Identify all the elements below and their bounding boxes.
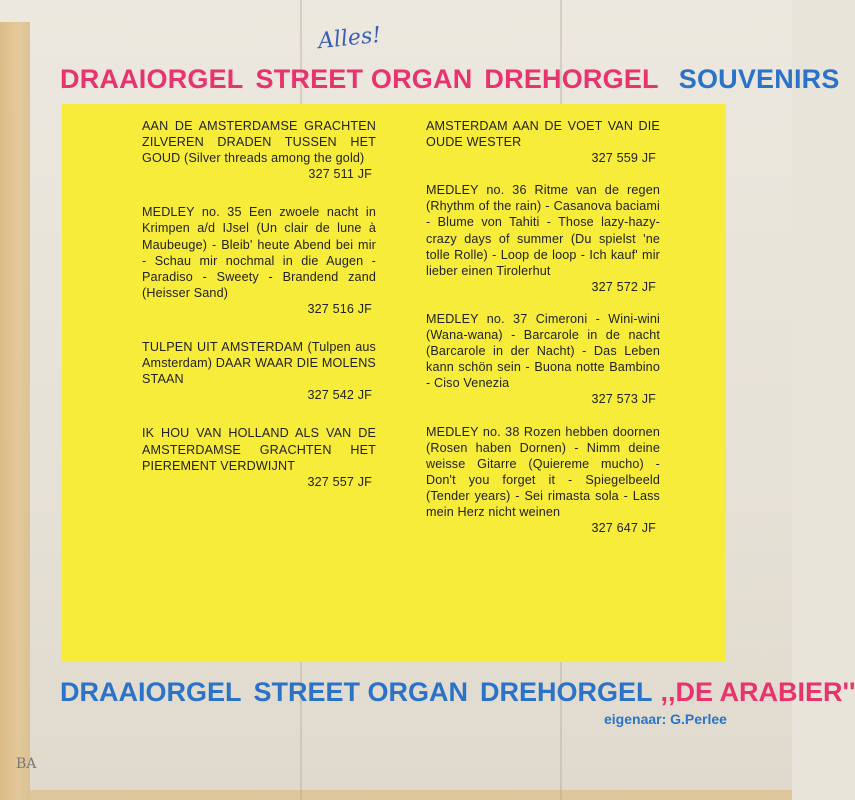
catalog-number: 327 511 JF (308, 167, 372, 182)
owner-credit: eigenaar: G.Perlee (604, 711, 727, 727)
track-text: MEDLEY no. 35 Een zwoele nacht in Krimpen a/d IJsel (Un clair de lune à Maubeuge) - Bleib' heute Abend bei mir - Schau mir nochmal in die Augen - Paradiso - Sweety - Brandend zand (Heisser Sand) (142, 205, 376, 300)
track-entry (142, 204, 376, 317)
organ-name: ,,DE ARABIER'' (660, 676, 855, 707)
tracklist-right-column (426, 118, 660, 552)
tracklist-panel (62, 104, 726, 662)
track-entry (426, 182, 660, 295)
track-entry (142, 425, 376, 489)
handwritten-note: Alles! (316, 22, 383, 55)
track-text: AMSTERDAM AAN DE VOET VAN DIE OUDE WESTER (426, 119, 660, 150)
tracklist-left-column (142, 118, 376, 506)
catalog-number: 327 559 JF (591, 151, 656, 166)
catalog-number: 327 542 JF (307, 388, 372, 403)
footer-part-draaiorgel: DRAAIORGEL (60, 676, 242, 707)
footer-part-street-organ: STREET ORGAN (253, 676, 469, 707)
track-text: MEDLEY no. 38 Rozen hebben doornen (Rosen haben Dornen) - Nimm deine weisse Gitarre (Quiereme mucho) - Don't you forget it - Spiegelbeeld (Tender years) - Sei rimasta sola - Lass mein Herz nicht weinen (426, 424, 660, 519)
catalog-number: 327 572 JF (591, 279, 656, 294)
track-entry (426, 311, 660, 408)
catalog-number: 327 557 JF (307, 474, 372, 489)
header-part-drehorgel: DREHORGEL (484, 63, 659, 94)
track-text: MEDLEY no. 37 Cimeroni - Wini-wini (Wana-wana) - Barcarole in de nacht (Barcarole in der Nacht) - Das Leben kann schön sein - Buona notte Bambino - Ciso Venezia (426, 311, 660, 391)
track-text: MEDLEY no. 36 Ritme van de regen (Rhythm of the rain) - Casanova baciami - Blume von Tahiti - Those lazy-hazy-crazy days of summer (Du spielst 'ne tolle Rolle) - Loop de loop - Ich kauf' mir lieber einen Tirolerhut (426, 183, 660, 278)
footer-title (60, 675, 855, 709)
tape-strip-left (0, 22, 30, 800)
tape-strip-bottom (30, 790, 792, 800)
track-text: IK HOU VAN HOLLAND ALS VAN DE AMSTERDAMSE GRACHTEN HET PIEREMENT VERDWIJNT (142, 426, 376, 473)
track-entry (426, 424, 660, 537)
track-text: AAN DE AMSTERDAMSE GRACHTEN ZILVEREN DRADEN TUSSEN HET GOUD (Silver threads among the gold) (142, 119, 376, 166)
header-title (60, 62, 840, 96)
margin-note: BA (16, 756, 37, 772)
catalog-number: 327 516 JF (307, 301, 372, 316)
header-souvenirs: SOUVENIRS (678, 63, 840, 94)
catalog-number: 327 573 JF (591, 392, 656, 407)
header-part-street-organ: STREET ORGAN (255, 63, 473, 94)
catalog-number: 327 647 JF (591, 521, 656, 536)
footer-part-drehorgel: DREHORGEL (480, 676, 653, 707)
track-entry (142, 339, 376, 403)
header-part-draaiorgel: DRAAIORGEL (60, 63, 244, 94)
track-entry (142, 118, 376, 182)
track-entry (426, 118, 660, 166)
track-text: TULPEN UIT AMSTERDAM (Tulpen aus Amsterdam) DAAR WAAR DIE MOLENS STAAN (142, 340, 376, 387)
